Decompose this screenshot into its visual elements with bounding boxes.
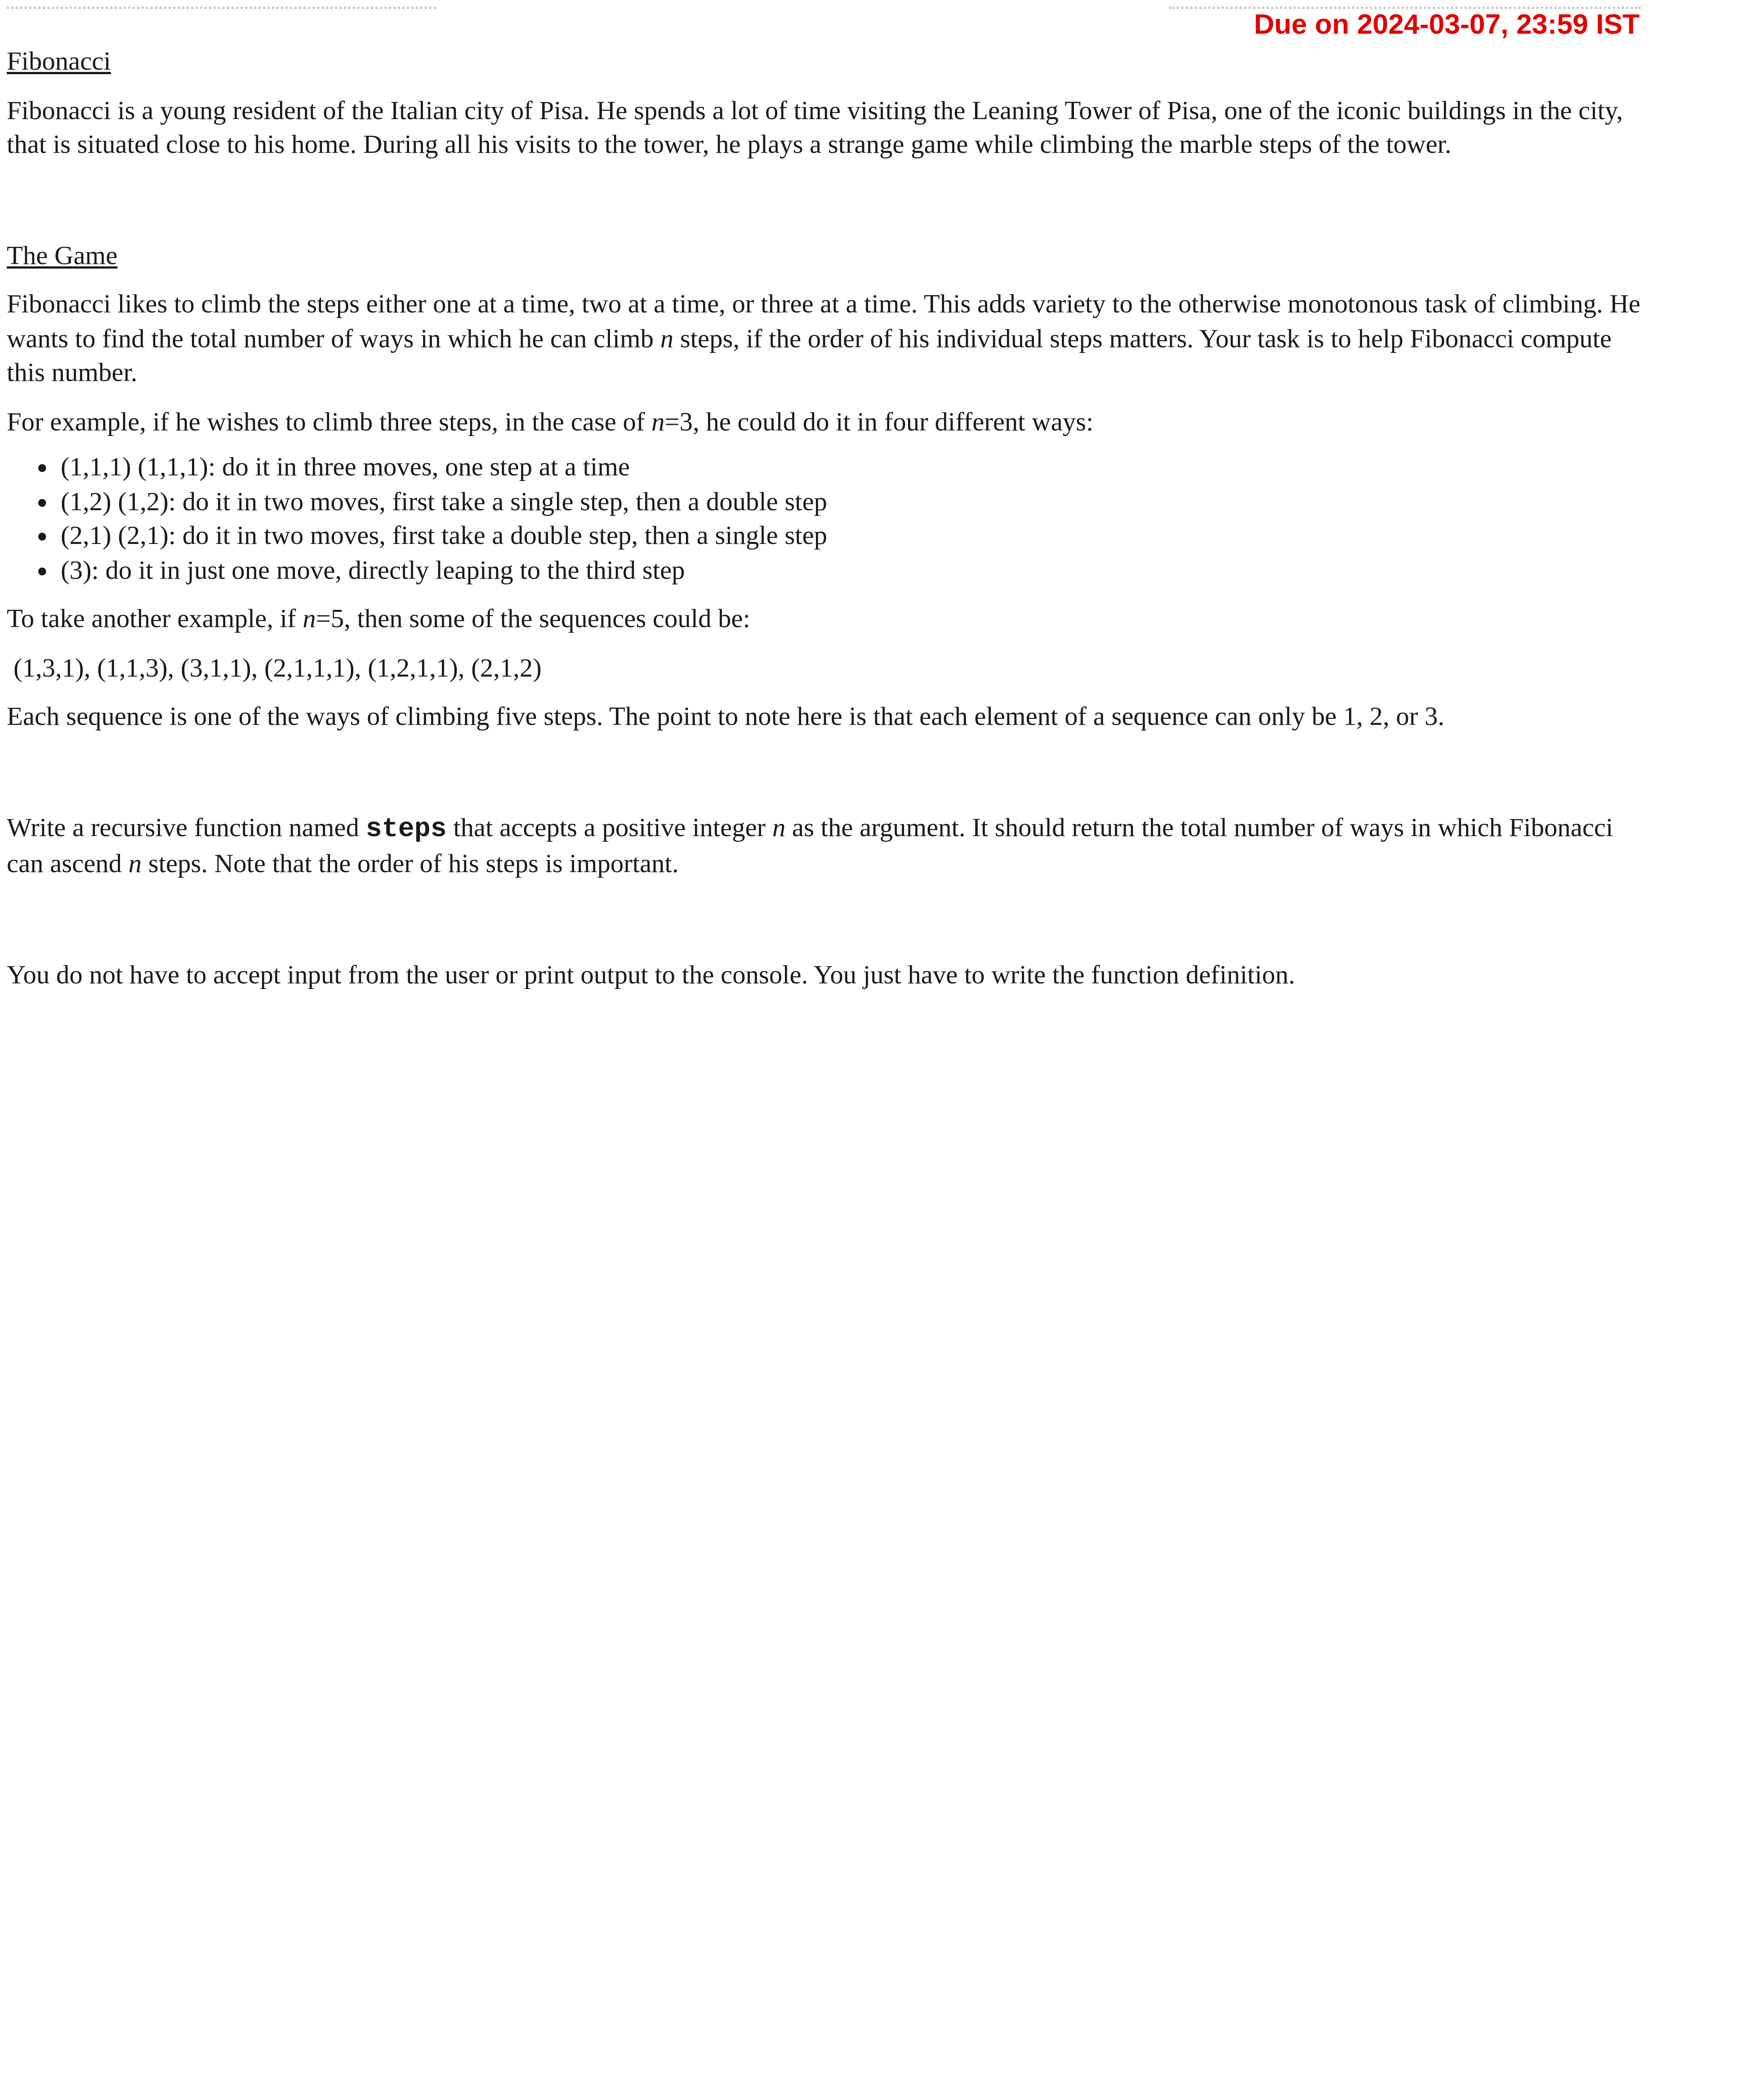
game-paragraph: Fibonacci likes to climb the steps either one at a time, two at a time, or three at a time. This adds variety to the otherwise monotonous task of climbing. He wants to find the total number of ways in which he can climb n steps, if the order of his individual steps matters. Your task is to help Fibonacci compute this number. — [7, 290, 1641, 388]
function-name: steps — [365, 814, 447, 845]
sequence-note: Each sequence is one of the ways of climbing five steps. The point to note here is that each element of a sequence can only be 1, 2, or 3. — [7, 702, 1445, 732]
variable-n: n — [660, 324, 674, 354]
ways-list — [7, 451, 1643, 588]
variable-n: n — [651, 407, 665, 437]
list-item: • (1,2) (1,2): do it in two moves, first take a single step, then a double step — [61, 485, 1643, 519]
due-date: Due on 2024-03-07, 23:59 IST — [1254, 9, 1640, 40]
variable-n: n — [128, 850, 142, 879]
list-item: • (1,1,1) (1,1,1): do it in three moves, one step at a time — [61, 451, 1643, 485]
sequence-examples: (1,3,1), (1,1,3), (3,1,1), (2,1,1,1), (1,2,1,1), (2,1,2) — [13, 653, 542, 683]
game-heading: The Game — [7, 241, 118, 271]
variable-n: n — [772, 813, 786, 842]
io-note: You do not have to accept input from the user or print output to the console. You just have to write the function definition. — [7, 960, 1295, 990]
problem-statement — [7, 45, 1643, 993]
intro-heading: Fibonacci — [7, 47, 111, 76]
dotted-divider-left — [7, 7, 436, 9]
intro-paragraph: Fibonacci is a young resident of the Italian city of Pisa. He spends a lot of time visiting the Leaning Tower of Pisa, one of the iconic buildings in the city, that is situated close to his home. During all his visits to the tower, he plays a strange game while climbing the marble steps of the tower. — [7, 96, 1623, 160]
list-item: • (3): do it in just one move, directly leaping to the third step — [61, 553, 1643, 588]
task-paragraph: Write a recursive function named steps that accepts a positive integer n as the argument. It should return the total number of ways in which Fibonacci can ascend n steps. Note that the order of his steps is important. — [7, 813, 1613, 879]
example-intro: For example, if he wishes to climb three steps, in the case of n=3, he could do it in four different ways: — [7, 407, 1094, 437]
variable-n: n — [303, 605, 316, 634]
list-item: • (2,1) (2,1): do it in two moves, first take a double step, then a single step — [61, 519, 1643, 553]
second-example: To take another example, if n=5, then some of the sequences could be: — [7, 605, 750, 634]
